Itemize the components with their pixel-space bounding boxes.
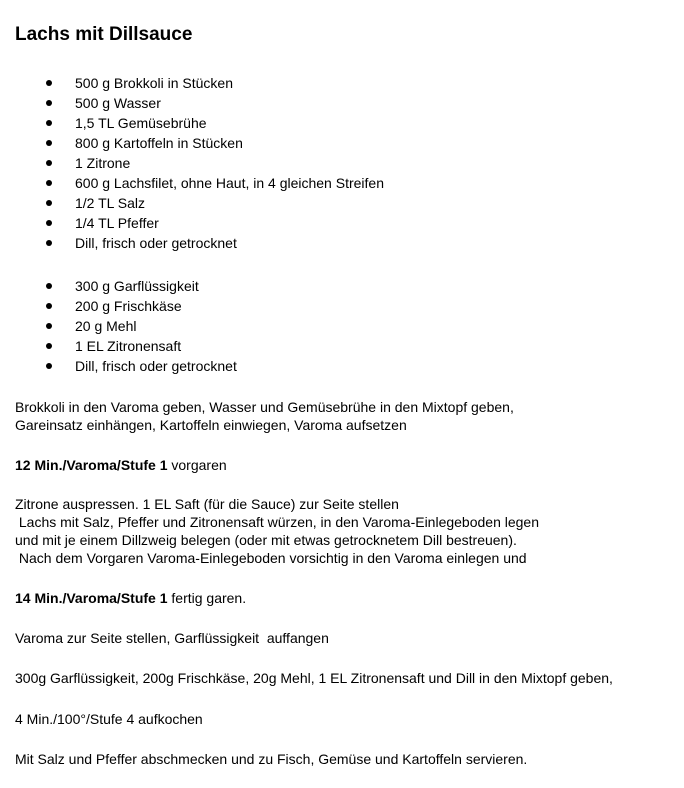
- ingredient-text: 200 g Frischkäse: [75, 298, 182, 314]
- bullet-icon: [46, 363, 52, 369]
- step-paragraph-2: [15, 456, 227, 474]
- step-text: vorgaren: [167, 457, 227, 473]
- ingredient-text: 300 g Garflüssigkeit: [75, 278, 199, 294]
- step-paragraph-7: [15, 710, 203, 728]
- bullet-icon: [46, 180, 52, 186]
- bullet-icon: [46, 140, 52, 146]
- ingredient-text: 500 g Brokkoli in Stücken: [75, 75, 233, 91]
- step-line: Mit Salz und Pfeffer abschmecken und zu Fisch, Gemüse und Kartoffeln servieren.: [15, 751, 528, 767]
- step-paragraph-6: [15, 669, 613, 687]
- step-line: Nach dem Vorgaren Varoma-Einlegeboden vorsichtig in den Varoma einlegen und: [15, 550, 527, 566]
- step-setting: 12 Min./Varoma/Stufe 1: [15, 457, 168, 473]
- bullet-icon: [46, 303, 52, 309]
- step-line: Gareinsatz einhängen, Kartoffeln einwiegen, Varoma aufsetzen: [15, 417, 407, 433]
- step-line: und mit je einem Dillzweig belegen (oder mit etwas getrocknetem Dill bestreuen).: [15, 532, 517, 548]
- ingredient-text: Dill, frisch oder getrocknet: [75, 235, 237, 251]
- bullet-icon: [46, 220, 52, 226]
- step-line: Lachs mit Salz, Pfeffer und Zitronensaft würzen, in den Varoma-Einlegeboden legen: [15, 514, 540, 530]
- ingredient-text: 1,5 TL Gemüsebrühe: [75, 115, 207, 131]
- bullet-icon: [46, 80, 52, 86]
- step-line: 4 Min./100°/Stufe 4 aufkochen: [15, 711, 203, 727]
- bullet-icon: [46, 100, 52, 106]
- bullet-icon: [46, 120, 52, 126]
- bullet-icon: [46, 323, 52, 329]
- step-setting: 14 Min./Varoma/Stufe 1: [15, 590, 168, 606]
- bullet-icon: [46, 160, 52, 166]
- ingredient-text: 500 g Wasser: [75, 95, 161, 111]
- bullet-icon: [46, 240, 52, 246]
- step-paragraph-1: [15, 398, 514, 434]
- ingredient-text: 1 EL Zitronensaft: [75, 338, 182, 354]
- step-line: 300g Garflüssigkeit, 200g Frischkäse, 20g Mehl, 1 EL Zitronensaft und Dill in den Mixtopf geben,: [15, 670, 613, 686]
- step-paragraph-4: [15, 589, 246, 607]
- step-line: Varoma zur Seite stellen, Garflüssigkeit auffangen: [15, 630, 329, 646]
- recipe-title: Lachs mit Dillsauce: [15, 24, 193, 45]
- step-paragraph-3: [15, 495, 539, 567]
- step-paragraph-8: [15, 750, 527, 768]
- bullet-icon: [46, 343, 52, 349]
- ingredient-text: 1/2 TL Salz: [75, 195, 146, 211]
- bullet-icon: [46, 283, 52, 289]
- ingredient-text: 800 g Kartoffeln in Stücken: [75, 135, 243, 151]
- bullet-icon: [46, 200, 52, 206]
- step-line: Brokkoli in den Varoma geben, Wasser und Gemüsebrühe in den Mixtopf geben,: [15, 399, 514, 415]
- ingredient-text: 20 g Mehl: [75, 318, 137, 334]
- ingredient-text: Dill, frisch oder getrocknet: [75, 358, 237, 374]
- ingredient-text: 600 g Lachsfilet, ohne Haut, in 4 gleichen Streifen: [75, 175, 384, 191]
- step-line: Zitrone auspressen. 1 EL Saft (für die Sauce) zur Seite stellen: [15, 496, 399, 512]
- ingredient-text: 1 Zitrone: [75, 155, 131, 171]
- step-text: fertig garen.: [167, 590, 247, 606]
- ingredient-text: 1/4 TL Pfeffer: [75, 215, 159, 231]
- step-paragraph-5: [15, 629, 329, 647]
